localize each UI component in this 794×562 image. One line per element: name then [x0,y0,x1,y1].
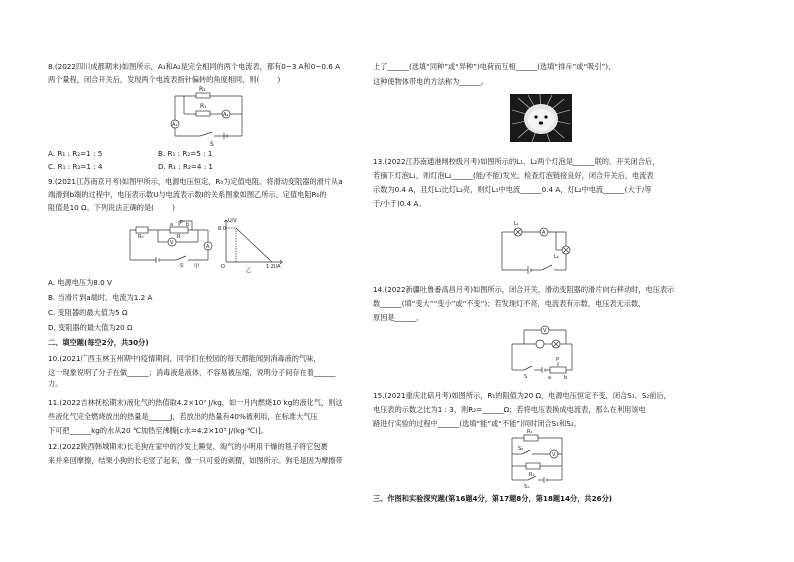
section-3-heading: 三、作图和实验探究题(第16题4分，第17题8分，第18题14分，共26分) [373,494,613,503]
q9-graph-yaxis-label: U/V [228,218,237,224]
q9-graph-figure [218,218,288,272]
q8-fig-s-label: S [210,141,214,148]
q9-fig-jia-label: 甲 [194,264,200,270]
q8-option-b: B. R₁ : R₂=5 : 1 [158,149,213,158]
q8-option-c: C. R₁ : R₂=1 : 4 [48,162,103,171]
q9-option-b: B. 当滑片到a端时，电流为1.2 A [48,293,153,302]
q15-fig-r2-label: R₂ [529,472,535,478]
q9-graph-origin-label: O [221,264,225,270]
q13-fig-l2-label: L₂ [554,254,559,260]
q9-text-1: 9.(2021江苏南京月考)如图甲所示，电源电压恒定，R₀为定值电阻。将滑动变阻器的滑片从a [48,177,343,186]
q8-fig-r2-label: R₂ [199,86,206,93]
q12-text-1: 12.(2022陕西韩城期末)长毛狗在家中的沙发上睡觉，淘气的小明用干燥的毯子将它包裹 [48,442,328,451]
q14-fig-b-label: b [564,375,568,381]
q8-fig-r1-label: R₁ [200,103,207,110]
q11-text-1: 11.(2022吉林抚松期末)液化气的热值取4.2×10⁷ J/kg，如一月内燃烧10 kg的液化气，则这 [48,398,343,407]
section-2-heading: 二、填空题(每空2分，共30分) [48,338,149,347]
q9-option-d: D. 变阻器的最大值为20 Ω [48,323,133,332]
q9-option-c: C. 变阻器的最大值为5 Ω [48,308,128,317]
q9-fig-r0-label: R₀ [138,234,144,240]
q8-fig-a1-label: A₁ [172,122,178,128]
q8-text-2: 两个量程，闭合开关后，发现两个电流表指针偏转的角度相同，则( ) [48,75,281,84]
q9-graph-xaxis-label: I/A [274,264,281,270]
q9-graph-yi-label: 乙 [246,268,252,274]
q8-text-1: 8.(2022四川成都期末)如图所示，A₁和A₂是完全相同的两个电流表，都有0~3 A和0~0.6 A [48,62,341,71]
q10-text-2: 这一现象说明了分子在做______；消毒液是液体，不容易被压缩，说明分子间存在着______力。 [48,368,336,388]
q15-fig-r1-label: R₁ [527,429,533,435]
q13-fig-l1-label: L₁ [514,221,519,227]
q12-text-2: 来并来回摩擦，结果小狗的长毛竖了起来，像一只可爱的刺猬，如图所示。狗毛是因为摩擦带 [48,456,343,465]
q14-circuit-figure [510,326,576,380]
q10-text-1: 10.(2021广西玉林玉州期中)疫情期间，同学们在校园的每天都能闻到消毒液的气味， [48,354,321,363]
q15-circuit-figure [510,429,570,490]
q11-text-2: 些液化气完全燃烧放出的热量是______J，若放出的热量有40%被利用，在标准大气压 [48,412,318,421]
q9-fig-r-label: R [177,234,181,240]
q15-fig-s2-label: S₂ [518,446,524,452]
q13-text-2: 若摘下灯泡L₁，则灯泡L₂______(能/不能)发光。检查灯泡链接良好，闭合开关后，电流表 [373,171,654,180]
q8-circuit-figure [170,86,250,148]
fluffy-dog-photo [510,94,572,142]
q13-circuit-figure [500,218,576,274]
q9-text-2: 端滑到b端的过程中，电压表示数U与电流表示数I的关系图象如图乙所示，定值电阻R₀的 [48,190,327,199]
q8-option-d: D. R₁ : R₂=4 : 1 [158,162,214,171]
q9-graph-x12-label: 1.2 [266,264,274,270]
q13-text-3: 示数为0.4 A，且灯L₁比灯L₂亮，则灯L₁中电流______0.4 A，灯L₂中电流______(大于/等 [373,185,652,194]
q14-fig-v-label: V [543,328,547,334]
q14-fig-a-label: a [548,375,552,381]
q15-fig-v-label: V [552,452,556,458]
q9-graph-y8-label: 8.0 [218,226,226,232]
q8-fig-a2-label: A₂ [223,112,229,118]
q9-option-a: A. 电源电压为8.0 V [48,278,112,287]
q14-text-1: 14.(2022新疆吐鲁番高昌月考)如图所示，闭合开关，滑动变阻器的滑片向右移动时，电压表示 [373,285,675,294]
q9-circuit-figure [128,218,208,270]
q12-text-4: 这种使物体带电的方法称为______。 [373,77,489,86]
q15-text-3: 路进行实验的过程中______(选填“能”或“不能”)同时闭合S₁和S₂。 [373,419,581,428]
q13-text-4: 于/小于)0.4 A。 [373,199,426,208]
q14-fig-s-label: S [524,374,528,380]
q14-text-2: 数______(填“变大”“变小”或“不变”)；若发现灯不亮，电流表有示数，电压表无示数， [373,299,646,308]
q13-text-1: 13.(2022江苏南通港闸校级月考)如图所示的L₁、L₂两个灯泡是______联的。开关闭合后， [373,157,660,166]
q15-text-1: 15.(2021重庆北碚月考)如图所示，R₁的阻值为20 Ω，电源电压恒定不变，闭合S₁、S₂前后， [373,391,671,400]
q12-text-3: 上了______(选填“同种”或“异种”)电荷而互相______(选填“排斥”或“吸引”)， [373,62,616,71]
q14-text-3: 原因是______。 [373,313,424,322]
q15-text-2: 电压表的示数之比为1 : 3，则R₂=______Ω；若将电压表换成电流表，那么在利用该电 [373,405,646,414]
q9-fig-v-label: V [170,240,174,246]
q11-text-3: 下可把______kg的水从20 ℃加热至沸腾[c水=4.2×10³ J/(kg·℃)]。 [48,426,268,435]
q9-fig-b-label: b [186,222,190,228]
q9-fig-s-label: S [180,263,184,269]
q9-text-3: 阻值是10 Ω。下列说法正确的是( ) [48,203,176,212]
q9-fig-p-label: P [180,220,184,226]
q13-fig-a-label: A [542,230,546,236]
q15-fig-s1-label: S₁ [524,484,530,490]
q14-fig-p-label: P [556,357,560,363]
q9-fig-amm-label: A [206,244,210,250]
q8-option-a: A. R₁ : R₂=1 : 5 [48,149,103,158]
q9-fig-a-label: a [170,222,174,228]
